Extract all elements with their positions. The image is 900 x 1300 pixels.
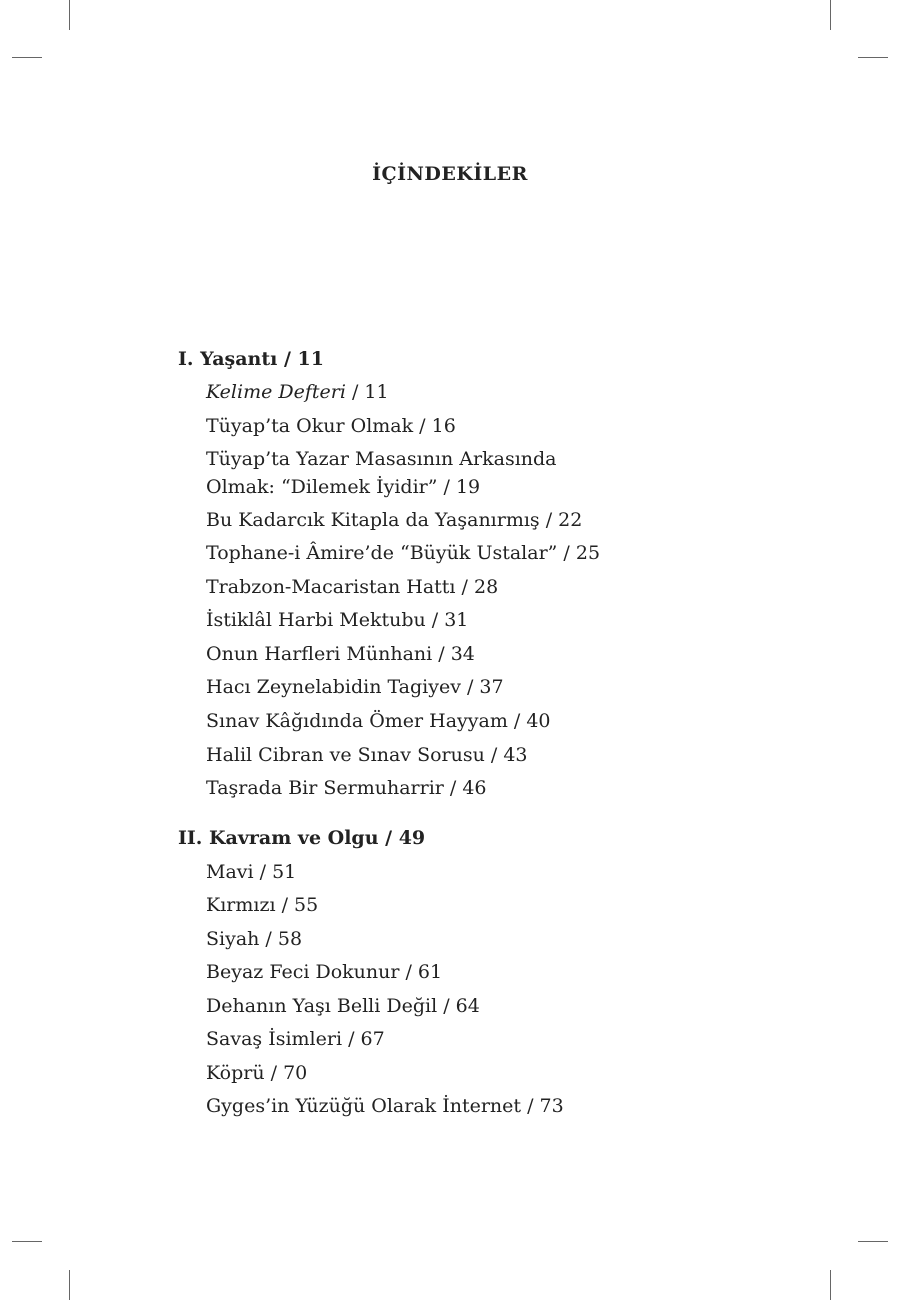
toc-entry: Halil Cibran ve Sınav Sorusu / 43 (206, 744, 528, 766)
toc-entry: Siyah / 58 (206, 928, 303, 950)
toc-entry: Dehanın Yaşı Belli Değil / 64 (206, 995, 480, 1017)
crop-mark (69, 1270, 70, 1300)
toc-entry: Kırmızı / 55 (206, 894, 319, 916)
toc-entry: Hacı Zeynelabidin Tagiyev / 37 (206, 676, 504, 698)
toc-entry: Beyaz Feci Dokunur / 61 (206, 961, 443, 983)
toc-entry: Onun Harfleri Münhani / 34 (206, 643, 475, 665)
crop-mark (12, 57, 42, 58)
toc-entry: Trabzon-Macaristan Hattı / 28 (206, 576, 499, 598)
toc-entry-page: / 11 (345, 381, 389, 403)
toc-entry-line1: Tüyap’ta Yazar Masasının Arkasında (206, 448, 557, 470)
toc-entry: Mavi / 51 (206, 861, 297, 883)
section-heading: I. Yaşantı / 11 (178, 348, 324, 370)
page-title: İÇİNDEKİLER (372, 163, 528, 185)
section-heading: II. Kavram ve Olgu / 49 (178, 827, 426, 849)
crop-mark (69, 0, 70, 30)
crop-mark (830, 0, 831, 30)
toc-entry: Savaş İsimleri / 67 (206, 1028, 385, 1050)
toc-entry: Tüyap’ta Okur Olmak / 16 (206, 415, 456, 437)
toc-entry: Tophane-i Âmire’de “Büyük Ustalar” / 25 (206, 542, 601, 564)
crop-mark (858, 1241, 888, 1242)
toc-entry (206, 377, 389, 407)
toc-entry: Bu Kadarcık Kitapla da Yaşanırmış / 22 (206, 509, 583, 531)
toc-entry: Gyges’in Yüzüğü Olarak İnternet / 73 (206, 1095, 564, 1117)
toc-entry-line2: Olmak: “Dilemek İyidir” / 19 (206, 476, 481, 498)
toc-entry: Sınav Kâğıdında Ömer Hayyam / 40 (206, 710, 551, 732)
crop-mark (830, 1270, 831, 1300)
crop-mark (12, 1241, 42, 1242)
toc-entry: İstiklâl Harbi Mektubu / 31 (206, 609, 469, 631)
toc-entry-italic: Kelime Defteri (206, 381, 346, 403)
crop-mark (858, 57, 888, 58)
toc-entry: Taşrada Bir Sermuharrir / 46 (206, 777, 487, 799)
toc-entry: Köprü / 70 (206, 1062, 308, 1084)
